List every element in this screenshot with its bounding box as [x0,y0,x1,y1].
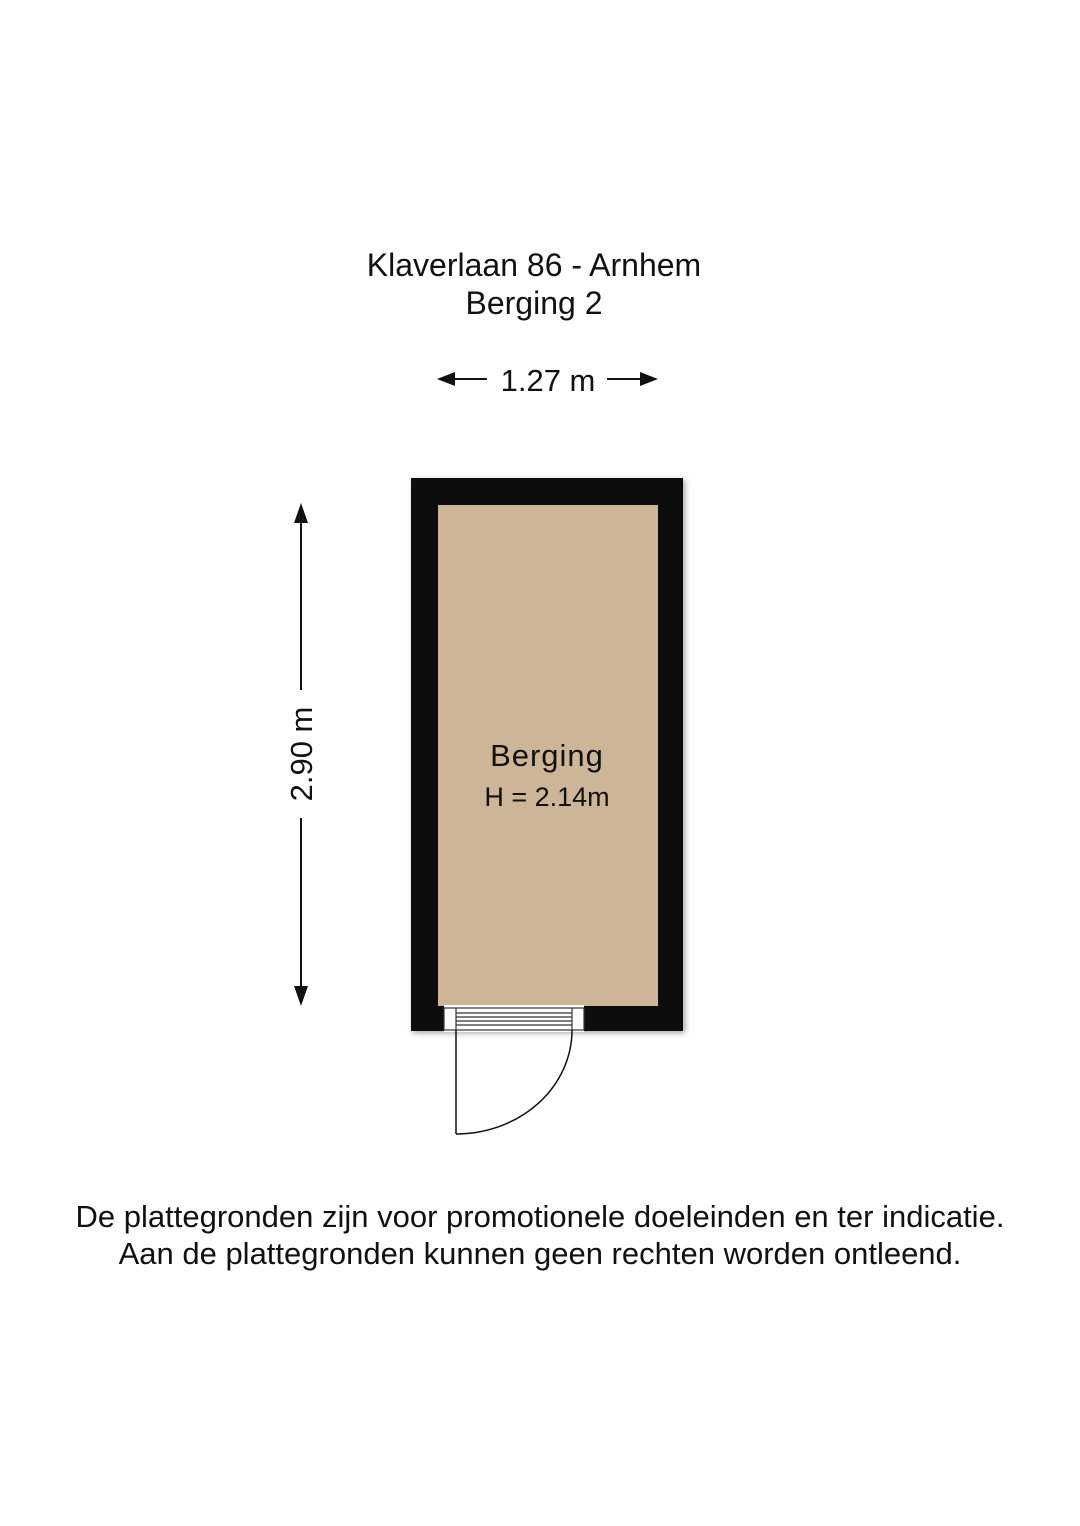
length-label: 2.90 m [284,706,319,802]
width-arrow-left-icon [437,372,455,386]
address-title: Klaverlaan 86 - Arnhem [366,247,702,283]
length-arrow-down-icon [294,986,308,1006]
width-dimension [437,363,658,398]
width-arrow-right-icon [640,372,658,386]
width-label: 1.27 m [500,363,596,398]
door-opening [444,1005,584,1032]
length-dimension [284,503,319,1006]
length-arrow-up-icon [294,503,308,523]
room-name: Berging [490,738,604,773]
disclaimer-line-1: De plattegronden zijn voor promotionele doeleinden en ter indicatie. [75,1199,1005,1234]
disclaimer-line-2: Aan de plattegronden kunnen geen rechten worden ontleend. [118,1236,962,1271]
room-height: H = 2.14m [484,782,610,812]
floor-title: Berging 2 [465,285,603,321]
door-swing-arc [456,1030,572,1134]
disclaimer [0,1198,1080,1272]
